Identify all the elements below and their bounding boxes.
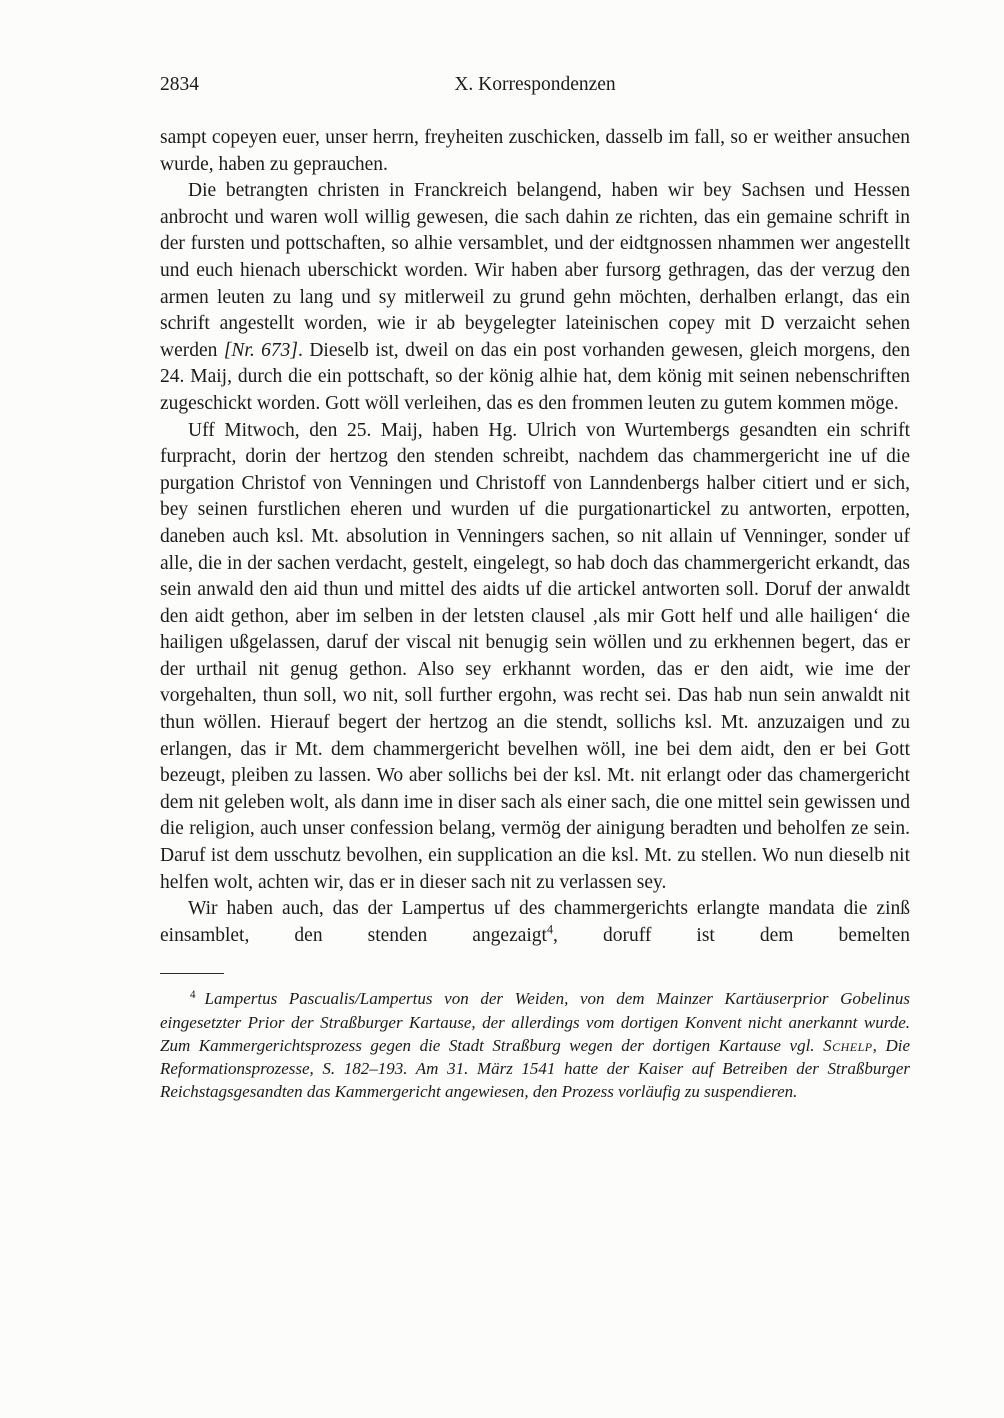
- main-text-block: [160, 125, 910, 949]
- paragraph-lampertus: [160, 896, 910, 949]
- footnote-text-segment: Lampertus Pascualis/Lampertus von der Weiden, von dem Mainzer Kartäuserprior Gobelinus eingesetzter Prior der Straßburger Kartause, der allerdings vom dortigen Konvent nicht anerkannt wurde. Zum Kammergerichtsprozess gegen die Stadt Straßburg wegen der dortigen Kartause vgl.: [160, 989, 910, 1055]
- footnote-reference-4: 4: [546, 922, 554, 937]
- paragraph-wurttemberg: Uff Mitwoch, den 25. Maij, haben Hg. Ulrich von Wurtembergs gesandten ein schrift furpracht, dorin der hertzog den stenden schreibt, nachdem das chammergericht ine uf die purgation Christof von Venningen und Christoff von Lanndenbergs halber citiert und er sich, bey seinen furstlichen eheren und wurden uf die purgationartickel zu antworten, erpotten, daneben auch ksl. Mt. absolution in Venningers sachen, so nit allain uf Venninger, sonder uf alle, die in der sachen verdacht, gestelt, eingelegt, so hab doch das chammergericht erkandt, das sein anwald den aid thun und mittel des aidts uf die artickel antworten soll. Doruf der anwaldt den aidt gethon, aber im selben in der letsten clausel ‚als mir Gott helf und alle hailigen‘ die hailigen ußgelassen, daruf der viscal nit benugig sein wöllen und zu erkhennen begert, das er der urthail nit genug gethon. Also sey erkhannt worden, das er den aidt, wie ime der vorgehalten, thun soll, wo nit, soll further ergohn, was recht sei. Das hab nun sein anwaldt nit thun wöllen. Hierauf begert der hertzog an die stendt, sollichs ksl. Mt. anzuzaigen und zu erlangen, das ir Mt. dem chammergericht bevelhen wöll, ine bei dem aidt, den er bei Gott bezeugt, pleiben zu lassen. Wo aber sollichs bei der ksl. Mt. nit erlangt oder das chamergericht dem nit geleben wolt, als dann ime in diser sach als einer sach, die one mittel sein gewissen und die religion, auch unser confession belang, vermög der ainigung beradten und beholfen ze sein. Daruf ist dem usschutz bevolhen, ein supplication an die ksl. Mt. zu stellen. Wo nun dieselb nit helfen wolt, achten wir, das er in dieser sach nit zu verlassen sey.: [160, 419, 910, 893]
- document-reference: [Nr. 673]: [223, 339, 299, 361]
- footnote-4: [160, 987, 910, 1103]
- page-number: 2834: [160, 74, 199, 95]
- text-segment: . Dieselb ist, dweil on das ein post vorhanden gewesen, gleich morgens, den 24. Maij, durch die ein pottschaft, so der könig alhie hat, dem könig mit seinen nebenschriften zugeschickt worden. Gott wöll verleihen, das es den frommen leuten zu gutem kommen möge.: [160, 339, 910, 414]
- author-name-smallcaps: Schelp: [823, 1035, 873, 1055]
- footnote-separator-rule: [160, 973, 224, 974]
- page-header: [160, 72, 910, 98]
- running-title: X. Korrespondenzen: [454, 74, 616, 95]
- text-segment: Wir haben auch, das der Lampertus uf des chammergerichts erlangte mandata die zinß einsamblet, den stenden angezaigt: [160, 898, 910, 946]
- text-segment: , doruff ist dem bemelten: [553, 924, 911, 946]
- paragraph-continuation: sampt copeyen euer, unser herrn, freyheiten zuschicken, dasselb im fall, so er weither ansuchen wurde, haben zu geprauchen.: [160, 127, 910, 175]
- footnote-section: [160, 973, 910, 1103]
- footnote-text-segment: , Die Reformationsprozesse, S. 182–193. Am 31. März 1541 hatte der Kaiser auf Betreiben der Straßburger Reichstagsgesandten das Kammergericht angewiesen, den Prozess vorläufig zu suspendieren.: [160, 1035, 910, 1102]
- text-segment: Die betrangten christen in Franckreich belangend, haben wir bey Sachsen und Hessen anbrocht und waren woll willig gewesen, die sach dahin ze richten, das ein gemaine schrift in der fursten und pottschaften, so alhie versamblet, und der eidtgnossen nhammen wer angestellt und euch hienach uberschickt worden. Wir haben aber fursorg gethragen, das der verzug den armen leuten zu lang und sy mitlerweil zu grund gehn möchten, derhalben erlangt, das ein schrift angestellt worden, wie ir ab beygelegter lateinischen copey mit D verzaicht sehen werden: [160, 180, 910, 361]
- paragraph-france: [160, 178, 910, 417]
- footnote-marker-4: 4: [190, 988, 196, 1001]
